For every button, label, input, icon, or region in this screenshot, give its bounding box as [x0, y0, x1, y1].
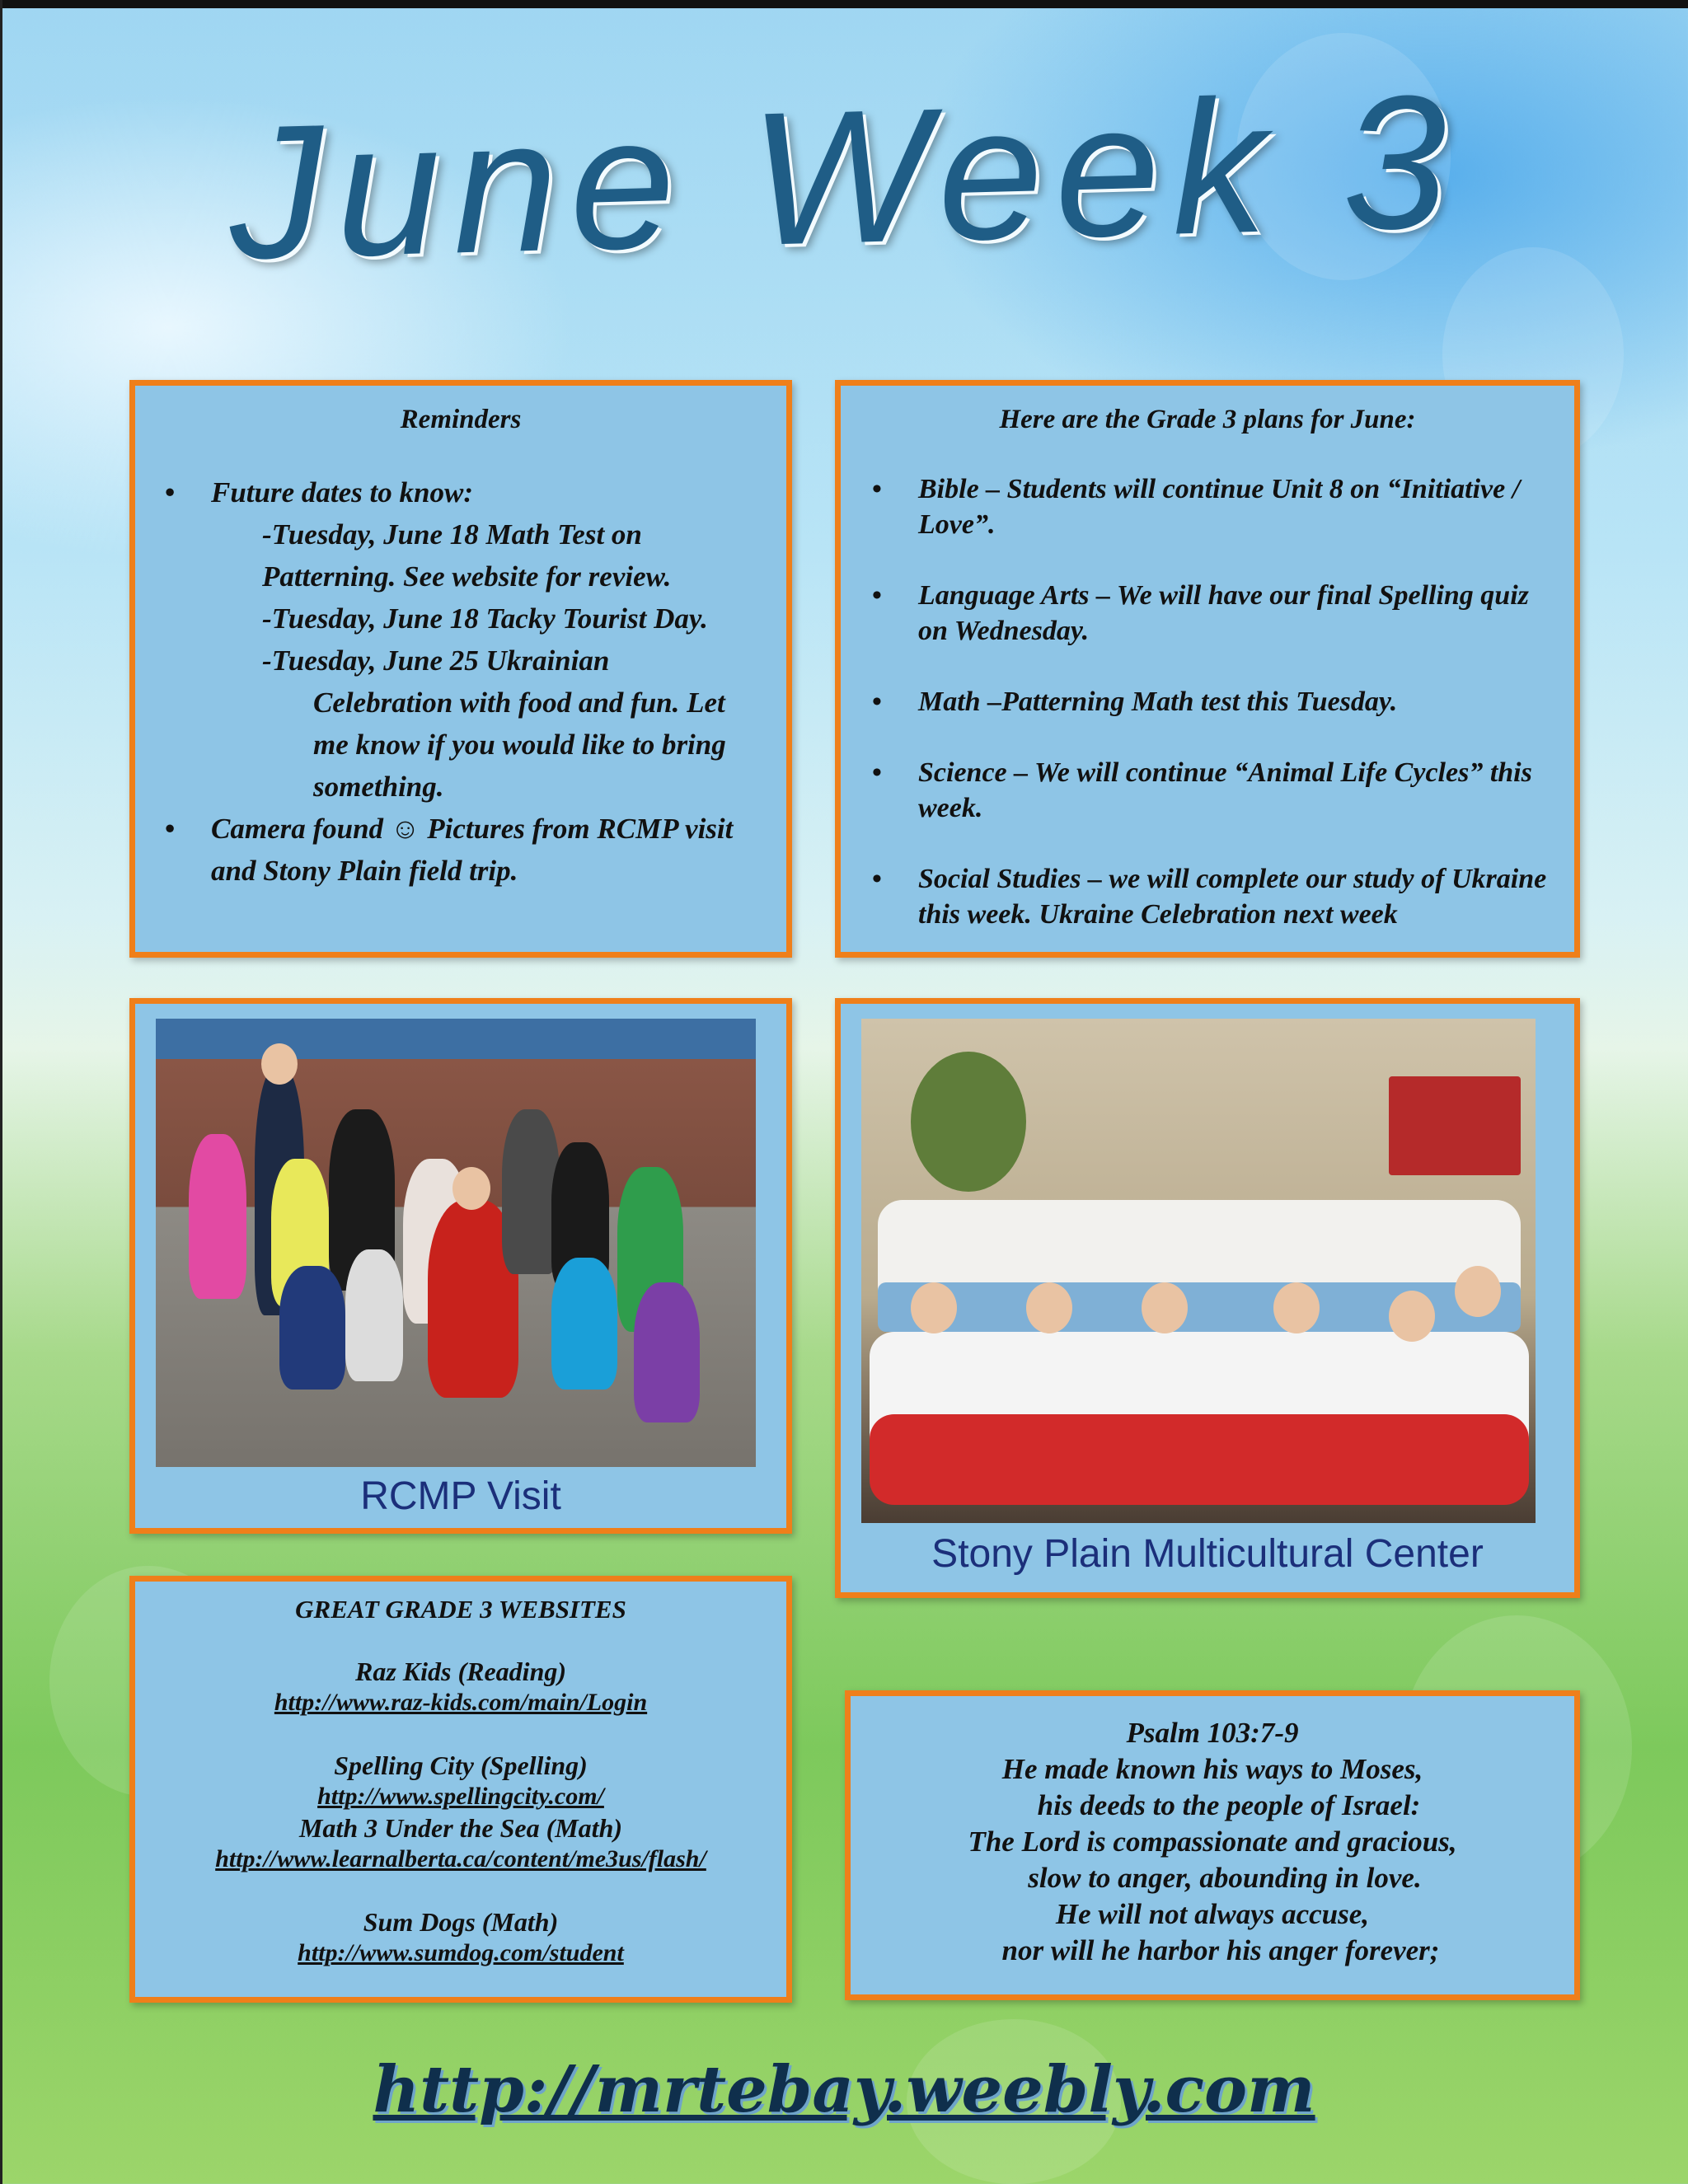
- plan-math: Math –Patterning Math test this Tuesday.: [918, 687, 1398, 717]
- photo-figure: [551, 1258, 617, 1390]
- list-item: [862, 578, 1553, 649]
- page-title: June Week 3: [226, 54, 1462, 299]
- list-item: Patterning. See website for review.: [262, 560, 672, 593]
- website-name: Sum Dogs (Math): [363, 1907, 559, 1937]
- rcmp-caption: RCMP Visit: [360, 1474, 561, 1518]
- website-name: Math 3 Under the Sea (Math): [298, 1813, 623, 1843]
- psalm-line: The Lord is compassionate and gracious,: [968, 1825, 1457, 1858]
- psalm-line: nor will he harbor his anger forever;: [1001, 1934, 1440, 1966]
- photo-figure: [261, 1043, 298, 1085]
- website-link[interactable]: http://www.sumdog.com/student: [298, 1939, 624, 1966]
- psalm-line: slow to anger, abounding in love.: [1028, 1862, 1422, 1894]
- bullet-icon: •: [872, 864, 882, 894]
- photo-figure: [189, 1134, 246, 1299]
- list-item: -Tuesday, June 18 Math Test on: [262, 518, 642, 551]
- list-item: Celebration with food and fun. Let: [313, 687, 725, 719]
- stony-plain-caption: Stony Plain Multicultural Center: [931, 1532, 1484, 1576]
- photo-figure: [345, 1249, 403, 1381]
- website-name: Raz Kids (Reading): [354, 1657, 567, 1686]
- bullet-icon: •: [872, 757, 882, 788]
- stony-plain-photo-panel: [835, 998, 1580, 1598]
- plan-bible: Bible – Students will continue Unit 8 on “Initiative / Love”.: [918, 474, 1521, 540]
- psalm-line: his deeds to the people of Israel:: [1037, 1789, 1421, 1821]
- rcmp-photo: [156, 1019, 756, 1467]
- psalm-line: He made known his ways to Moses,: [1001, 1753, 1423, 1785]
- reminders-panel: [129, 380, 792, 958]
- plans-heading: Here are the Grade 3 plans for June:: [999, 405, 1416, 434]
- photo-figure: [1389, 1076, 1521, 1175]
- rcmp-photo-panel: [129, 998, 792, 1534]
- plan-science: Science – We will continue “Animal Life Cycles” this week.: [918, 757, 1532, 823]
- photo-figure: [1455, 1266, 1501, 1317]
- psalm-reference: Psalm 103:7-9: [1126, 1717, 1299, 1749]
- reminders-list: [160, 471, 762, 892]
- website-link[interactable]: http://www.spellingcity.com/: [317, 1783, 604, 1810]
- list-item: me know if you would like to bring: [313, 729, 726, 761]
- stony-plain-photo: [861, 1019, 1536, 1523]
- grade3-plans-panel: [835, 380, 1580, 958]
- photo-figure: [870, 1414, 1529, 1505]
- list-item: -Tuesday, June 18 Tacky Tourist Day.: [262, 602, 708, 635]
- bullet-icon: •: [165, 813, 176, 845]
- photo-figure: [634, 1282, 700, 1422]
- list-item: [160, 808, 762, 850]
- future-dates-label: Future dates to know:: [211, 476, 473, 509]
- camera-line-1: Camera found ☺ Pictures from RCMP visit: [211, 813, 734, 845]
- photo-figure: [1142, 1282, 1188, 1333]
- footer-url-link[interactable]: http://mrtebay.weebly.com: [373, 2052, 1315, 2127]
- photo-figure: [1389, 1291, 1435, 1342]
- list-item: [862, 684, 1553, 719]
- list-item: [862, 861, 1553, 932]
- plan-language-arts: Language Arts – We will have our final Spelling quiz on Wednesday.: [918, 580, 1529, 646]
- plans-list: [862, 471, 1553, 932]
- list-item: something.: [313, 771, 444, 803]
- plan-social-studies: Social Studies – we will complete our study of Ukraine this week. Ukraine Celebration next week: [918, 864, 1547, 930]
- list-item: [862, 471, 1553, 542]
- top-border: [0, 0, 1688, 8]
- websites-panel: [129, 1576, 792, 2003]
- psalm-line: He will not always accuse,: [1055, 1898, 1370, 1930]
- website-link[interactable]: http://www.raz-kids.com/main/Login: [274, 1689, 648, 1716]
- photo-figure: [911, 1282, 957, 1333]
- bullet-icon: •: [872, 474, 882, 504]
- website-name: Spelling City (Spelling): [334, 1750, 588, 1780]
- bullet-icon: •: [872, 580, 882, 611]
- left-border: [0, 0, 2, 2184]
- list-item: [160, 471, 762, 513]
- photo-figure: [1273, 1282, 1320, 1333]
- list-item: [862, 755, 1553, 826]
- photo-figure: [452, 1167, 490, 1210]
- camera-line-2: and Stony Plain field trip.: [211, 855, 518, 887]
- bullet-icon: •: [165, 476, 176, 509]
- websites-heading: GREAT GRADE 3 WEBSITES: [295, 1595, 626, 1624]
- bullet-icon: •: [872, 687, 882, 717]
- reminders-heading: Reminders: [400, 405, 522, 434]
- list-item: [160, 850, 762, 892]
- photo-figure: [1026, 1282, 1072, 1333]
- website-link[interactable]: http://www.learnalberta.ca/content/me3us/flash/: [215, 1845, 706, 1872]
- psalm-panel: [845, 1690, 1580, 2000]
- photo-figure: [279, 1266, 345, 1390]
- photo-figure: [911, 1052, 1026, 1192]
- list-item: -Tuesday, June 25 Ukrainian: [262, 644, 610, 677]
